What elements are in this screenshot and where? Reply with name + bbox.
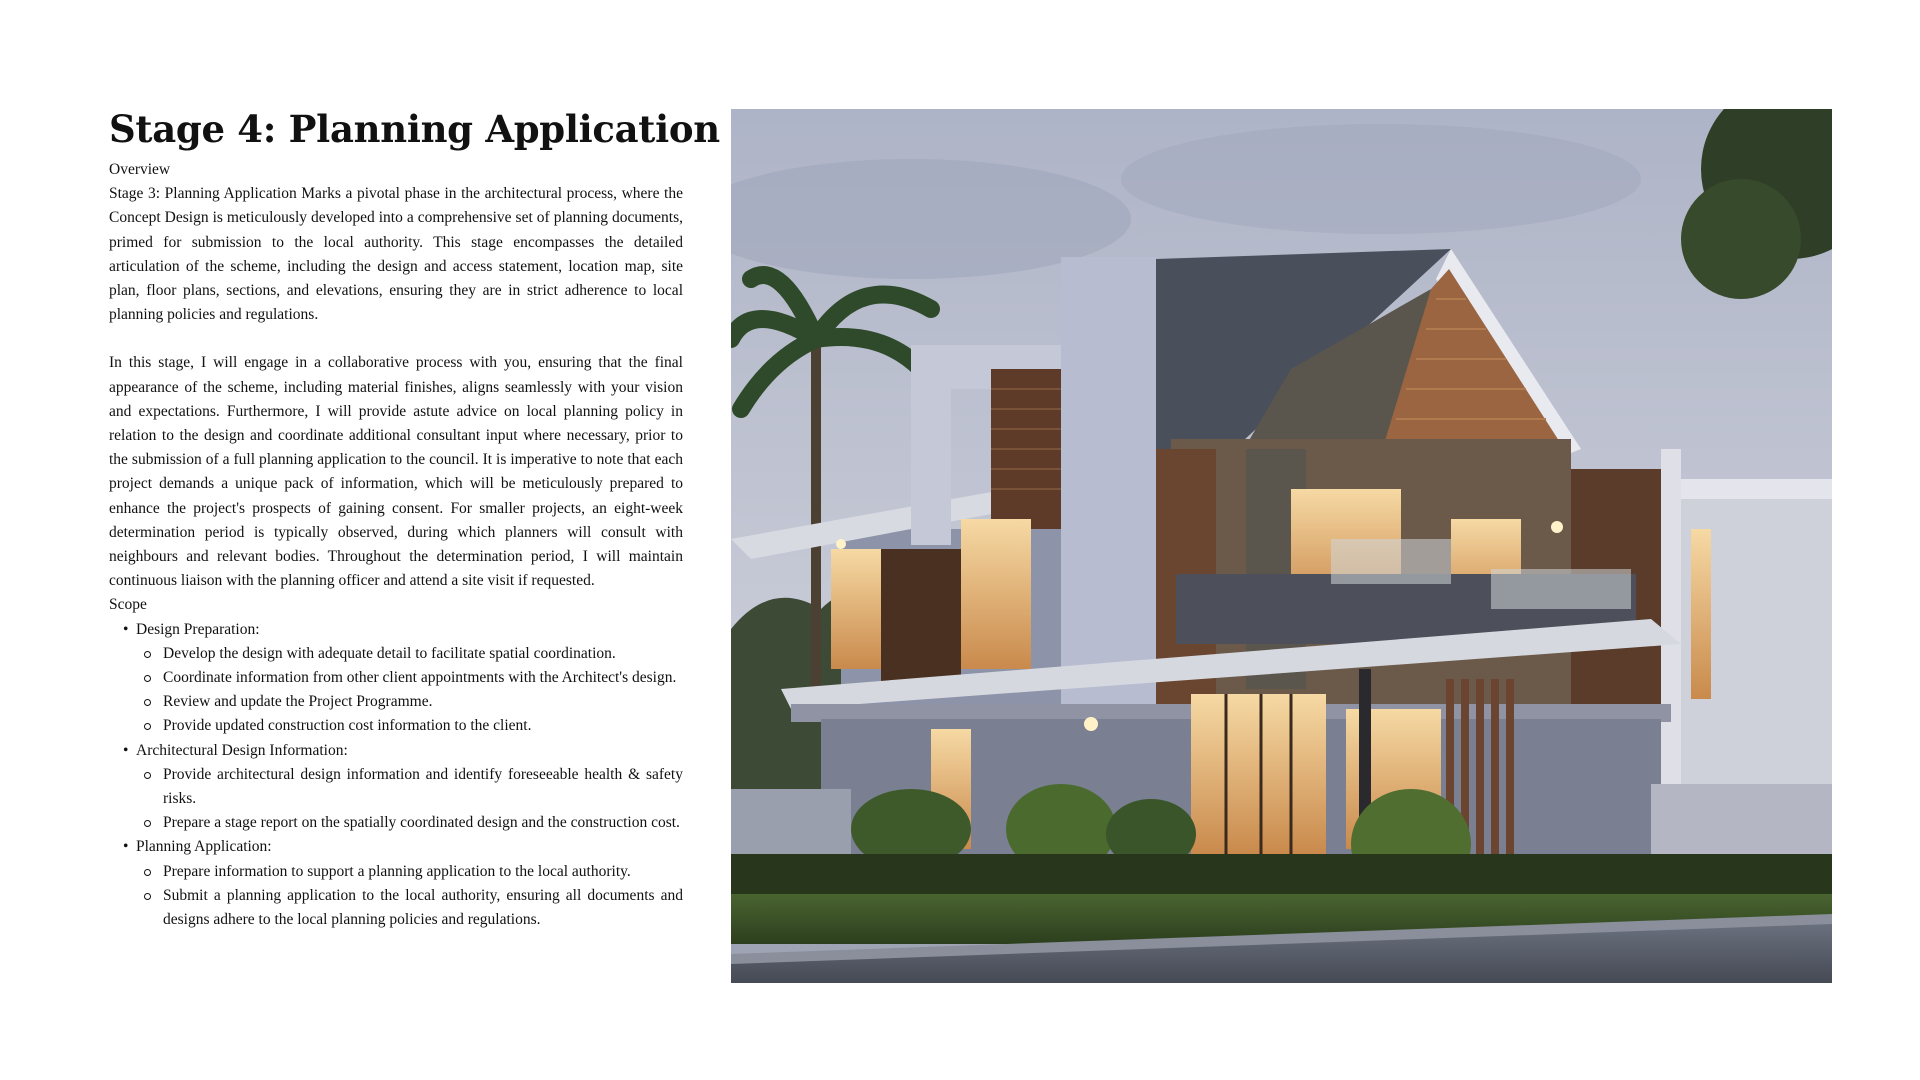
wall-light [1084, 717, 1098, 731]
bullet-icon: • [123, 838, 129, 856]
scope-label: Scope [109, 596, 147, 614]
list-item-text: Prepare a stage report on the spatially coordinated design and the construction cost. [163, 814, 680, 832]
window-glow [961, 519, 1031, 669]
list-item [136, 763, 683, 811]
scope-list [109, 618, 683, 933]
list-item-text: Prepare information to support a planning application to the local authority. [163, 862, 631, 880]
list-item [136, 884, 683, 932]
circle-bullet-icon [144, 893, 151, 900]
balcony-glass [1331, 539, 1451, 584]
list-item [136, 666, 683, 690]
circle-bullet-icon [144, 869, 151, 876]
boundary-wall [1651, 784, 1832, 859]
list-item [136, 714, 683, 738]
bullet-icon: • [123, 620, 129, 638]
scope-item-planning-application [109, 835, 683, 932]
timber-panel [881, 549, 961, 689]
circle-bullet-icon [144, 723, 151, 730]
balcony-glass [1491, 569, 1631, 609]
house-illustration [731, 109, 1832, 983]
overview-label: Overview [109, 161, 171, 178]
boundary-wall [731, 789, 851, 859]
scope-heading: Planning Application: [136, 838, 272, 856]
scope-sublist [136, 860, 683, 933]
overview-paragraph-2: In this stage, I will engage in a collaborative process with you, ensuring that the final appearance of the scheme, including material finishes, aligns seamlessly with your vision and expectations. Furthermore, I will provide astute advice on local planning policy in relation to the design and coordinate additional consultant input where necessary, prior to the submission of a full planning application to the council. It is imperative to note that each project demands a unique pack of information, which will be meticulously prepared to enhance the project's prospects of gaining consent. For smaller projects, an eight-week determination period is typically observed, during which planners will consult with neighbours and relevant bodies. Throughout the determination period, I will maintain continuous liaison with the planning officer and attend a site visit if requested. [109, 354, 683, 590]
overview-paragraph-1: Stage 3: Planning Application Marks a pivotal phase in the architectural process, where the Concept Design is meticulously developed into a comprehensive set of planning documents, primed for submission to the local authority. This stage encompasses the detailed articulation of the scheme, including the design and access statement, location map, site plan, floor plans, sections, and elevations, ensuring they are in strict adherence to local planning policies and regulations. [109, 185, 683, 324]
list-item-text: Review and update the Project Programme. [163, 693, 433, 711]
house-wall-right [1661, 449, 1681, 789]
side-house-window [1691, 529, 1711, 699]
list-item-text: Provide architectural design information and identify foreseeable health & safety risks. [163, 765, 683, 808]
scope-heading: Design Preparation: [136, 620, 260, 638]
list-item [136, 642, 683, 666]
scope-sublist [136, 642, 683, 739]
list-item [136, 860, 683, 884]
list-item [136, 690, 683, 714]
scope-item-design-preparation [109, 618, 683, 739]
paragraph-gap [109, 327, 683, 351]
cloud [1121, 124, 1641, 234]
circle-bullet-icon [144, 651, 151, 658]
side-house-wall [1661, 489, 1832, 819]
text-column [109, 104, 720, 932]
circle-bullet-icon [144, 772, 151, 779]
house-rendering-image [731, 109, 1832, 983]
list-item-text: Coordinate information from other client appointments with the Architect's design. [163, 669, 677, 687]
scope-sublist [136, 763, 683, 836]
scope-item-architectural-design-information [109, 739, 683, 836]
circle-bullet-icon [144, 699, 151, 706]
list-item [136, 811, 683, 835]
scope-heading: Architectural Design Information: [136, 741, 348, 759]
wall-light [836, 539, 846, 549]
circle-bullet-icon [144, 675, 151, 682]
circle-bullet-icon [144, 820, 151, 827]
window-glow [831, 549, 881, 669]
bullet-icon: • [123, 741, 129, 759]
wall-light [1551, 521, 1563, 533]
list-item-text: Provide updated construction cost information to the client. [163, 717, 532, 735]
ground-window [1191, 694, 1326, 854]
palm-trunk [811, 339, 821, 699]
house-frame [911, 345, 951, 545]
list-item-text: Submit a planning application to the local authority, ensuring all documents and designs adhere to the local planning policies and regulations. [163, 886, 683, 929]
hedge [731, 854, 1832, 894]
page-title: Stage 4: Planning Application [109, 107, 720, 151]
tree-foliage [1681, 179, 1801, 299]
list-item-text: Develop the design with adequate detail to facilitate spatial coordination. [163, 644, 616, 662]
